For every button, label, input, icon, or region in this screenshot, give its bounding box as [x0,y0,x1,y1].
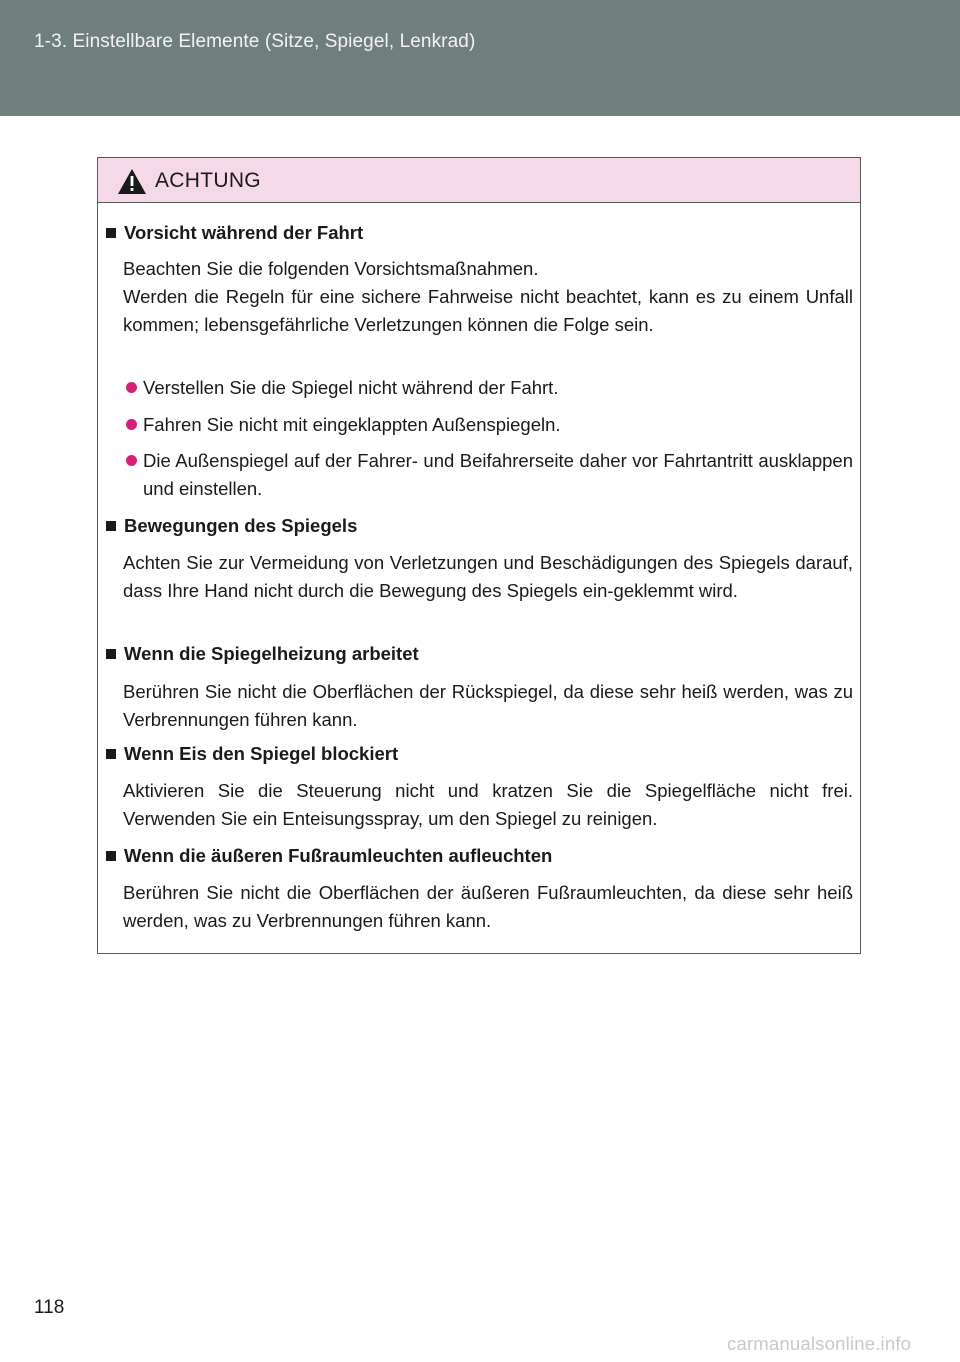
intro-text: Beachten Sie die folgenden Vorsichtsmaßnahmen. [123,258,539,279]
warning-title: ACHTUNG [155,169,261,192]
section-heading-text: Wenn Eis den Spiegel blockiert [124,743,399,764]
section-heading-text: Vorsicht während der Fahrt [124,222,364,243]
section-paragraph: Achten Sie zur Vermeidung von Verletzungen und Beschädigungen des Spiegels darauf, dass Ihre Hand nicht durch die Bewegung des Spiegels ein-geklemmt wird. [123,552,853,601]
section-heading [106,643,419,665]
section-heading [106,222,363,244]
bullet-dot-icon [126,419,137,430]
section-heading [106,743,398,765]
chapter-title: 1-3. Einstellbare Elemente (Sitze, Spiegel, Lenkrad) [34,31,476,52]
square-bullet-icon [106,649,116,659]
section-paragraph: Berühren Sie nicht die Oberflächen der Rückspiegel, da diese sehr heiß werden, was zu Verbrennungen führen kann. [123,681,853,730]
section-heading [106,845,552,867]
bullet-dot-icon [126,455,137,466]
section-heading-text: Wenn die äußeren Fußraumleuchten aufleuchten [124,845,553,866]
bullet-text: Die Außenspiegel auf der Fahrer- und Beifahrerseite daher vor Fahrtantritt ausklappen und einstellen. [143,450,853,499]
section-heading-text: Wenn die Spiegelheizung arbeitet [124,643,419,664]
section-heading [106,515,357,537]
bullet-text: Verstellen Sie die Spiegel nicht während der Fahrt. [143,377,559,398]
square-bullet-icon [106,521,116,531]
bullet-dot-icon [126,382,137,393]
section-paragraph [123,255,853,339]
warning-box [97,157,861,954]
bullet-item [126,411,853,439]
bullet-item [126,447,853,503]
warning-header [98,158,860,203]
warning-triangle-icon [117,168,147,195]
page-number: 118 [34,1297,65,1318]
watermark: carmanualsonline.info [727,1333,912,1354]
section-paragraph: Aktivieren Sie die Steuerung nicht und kratzen Sie die Spiegelfläche nicht frei. Verwenden Sie ein Enteisungsspray, um den Spiegel zu reinigen. [123,780,853,829]
square-bullet-icon [106,228,116,238]
intro-more-text: Werden die Regeln für eine sichere Fahrweise nicht beachtet, kann es zu einem Unfall kommen; lebensgefährliche Verletzungen können die Folge sein. [123,286,853,335]
bullet-item [126,374,853,402]
square-bullet-icon [106,749,116,759]
square-bullet-icon [106,851,116,861]
bullet-text: Fahren Sie nicht mit eingeklappten Außenspiegeln. [143,414,561,435]
section-heading-text: Bewegungen des Spiegels [124,515,358,536]
section-paragraph: Berühren Sie nicht die Oberflächen der äußeren Fußraumleuchten, da diese sehr heiß werden, was zu Verbrennungen führen kann. [123,882,853,931]
chapter-header-band [0,0,960,116]
